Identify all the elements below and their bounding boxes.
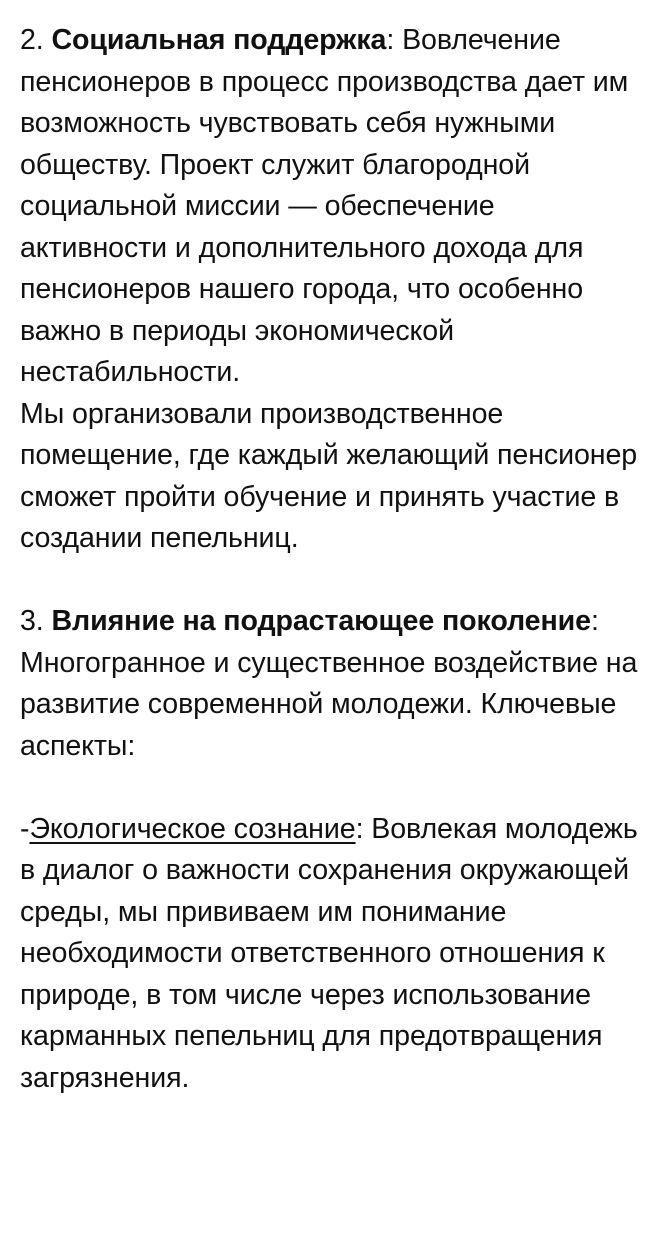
paragraph-spacer	[20, 767, 645, 809]
aspect-ecology-title: Экологическое сознание	[29, 812, 356, 845]
aspect-ecology-dash: -	[20, 812, 30, 845]
section-2-colon: :	[386, 24, 395, 56]
section-2-followup-text: Мы организовали производственное помещение, где каждый желающий пенсионер сможет пройти обучение и принять участие в создании пепельниц.	[20, 397, 638, 554]
aspect-ecology-text: Вовлекая молодежь в диалог о важности сохранения окружающей среды, мы прививаем им понимание необходимости ответственного отношения к природе, в том числе через использование карманных пепельниц для предотвращения загрязнения.	[20, 812, 638, 1094]
section-2-followup-paragraph	[20, 394, 645, 560]
section-3-text: Многогранное и существенное воздействие на развитие современной молодежи. Ключевые аспекты:	[20, 646, 638, 762]
aspect-ecology-colon: :	[355, 812, 364, 845]
section-2-paragraph	[20, 20, 645, 394]
aspect-ecology-paragraph	[20, 809, 645, 1100]
section-3-colon: :	[590, 605, 599, 637]
section-3-number: 3.	[20, 605, 52, 637]
section-2-number: 2.	[20, 24, 52, 56]
section-3-paragraph	[20, 601, 645, 767]
section-2-text: Вовлечение пенсионеров в процесс производства дает им возможность чувствовать себя нужными обществу. Проект служит благородной социальной миссии — обеспечение активности и дополнительного дохода для пенсионеров нашего города, что особенно важно в периоды экономической нестабильности.	[20, 24, 629, 388]
section-3-title: Влияние на подрастающее поколение	[51, 605, 591, 637]
section-2-title: Социальная поддержка	[51, 24, 387, 56]
document-body	[20, 20, 645, 1099]
paragraph-spacer	[20, 560, 645, 602]
